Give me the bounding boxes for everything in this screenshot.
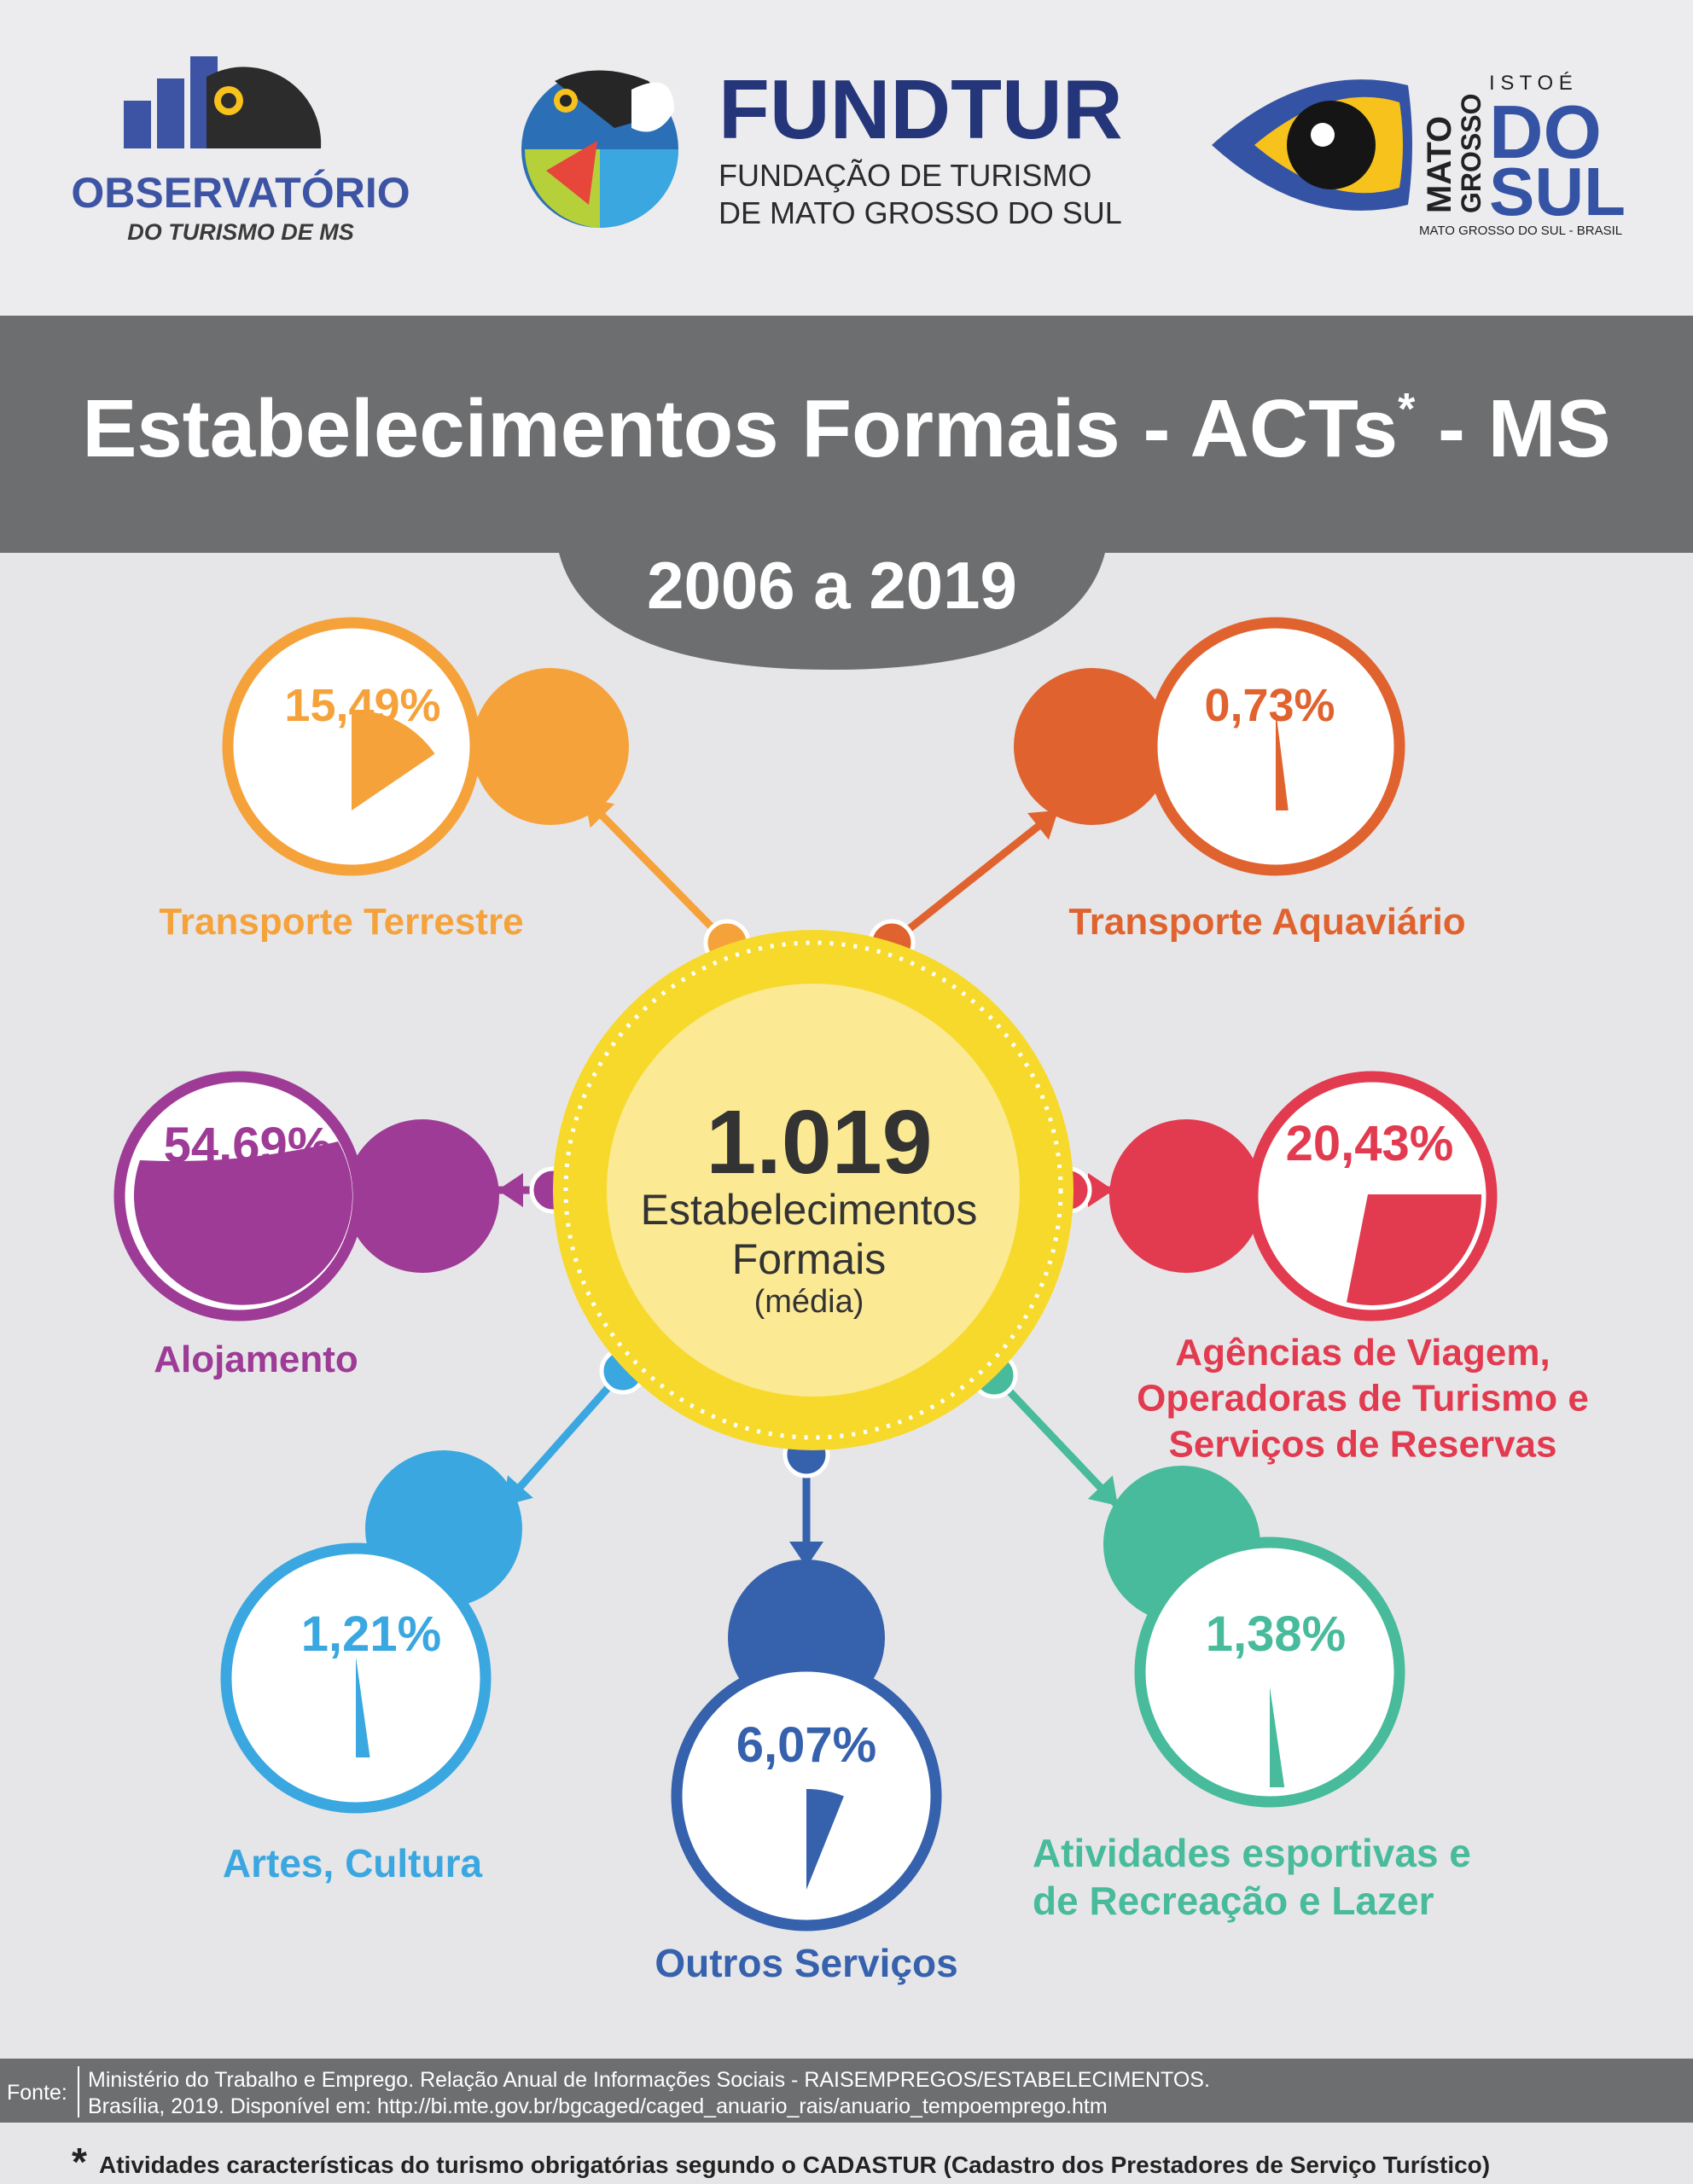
node-transporte_terrestre [159, 623, 629, 943]
observatorio-subtitle: DO TURISMO DE MS [127, 219, 354, 245]
center-value: 1.019 [706, 1092, 933, 1193]
note-text: Atividades características do turismo obrigatórias segundo o CADASTUR (Cadastro dos Prestadores de Serviço Turístico) [99, 2152, 1491, 2178]
brand-big2: SUL [1489, 154, 1626, 229]
node-atividades [1033, 1466, 1471, 1923]
observatorio-title: OBSERVATÓRIO [71, 169, 410, 217]
fonte-line-2: Brasília, 2019. Disponível em: http://bi.mte.gov.br/bgcaged/caged_anuario_rais/anuario_tempoemprego.htm [88, 2094, 1108, 2118]
value-label-artes: 1,21% [300, 1606, 442, 1662]
node-artes [223, 1450, 522, 1885]
node-agencias [1109, 1077, 1589, 1465]
value-label-agencias: 20,43% [1285, 1116, 1454, 1171]
arrow-alojamento [497, 1173, 523, 1207]
category-label-agencias: Serviços de Reservas [1168, 1423, 1557, 1466]
page-title-asterisk: * [1398, 385, 1416, 434]
category-label-transporte_aquaviario: Transporte Aquaviário [1068, 901, 1466, 943]
category-label-atividades: Atividades esportivas e [1033, 1831, 1471, 1875]
eye-pupil [1287, 101, 1376, 189]
category-label-atividades: de Recreação e Lazer [1033, 1879, 1434, 1924]
fonte-label: Fonte: [7, 2081, 67, 2105]
fundtur-name: FUNDTUR [719, 62, 1123, 156]
category-label-alojamento: Alojamento [154, 1339, 358, 1380]
connector-transporte_terrestre [585, 798, 727, 943]
brand-bottom: MATO GROSSO DO SUL - BRASIL [1419, 224, 1623, 238]
category-label-agencias: Operadoras de Turismo e [1137, 1377, 1589, 1420]
fonte-line-1: Ministério do Trabalho e Emprego. Relação Anual de Informações Sociais - RAISEMPREGOS/ESTABELECIMENTOS. [88, 2068, 1210, 2092]
note-asterisk: * [72, 2140, 87, 2184]
fundtur-line1: FUNDAÇÃO DE TURISMO [719, 158, 1092, 193]
category-label-transporte_terrestre: Transporte Terrestre [159, 901, 524, 943]
page-title [82, 383, 1610, 474]
brand-top: I S T O É [1489, 72, 1573, 95]
eye-highlight [1311, 123, 1335, 147]
value-fill-agencias [1347, 1194, 1481, 1305]
fundtur-line2: DE MATO GROSSO DO SUL [719, 195, 1122, 230]
brand-vertical1: MATO [1421, 115, 1458, 213]
page-title-main: Estabelecimentos Formais - ACTs [82, 383, 1399, 474]
brand-vertical2: GROSSO [1456, 93, 1486, 213]
value-label-transporte_terrestre: 15,49% [284, 680, 441, 731]
fundtur-logo [521, 62, 1123, 230]
connector-artes [503, 1371, 623, 1506]
node-alojamento [119, 1077, 499, 1380]
node-transporte_aquaviario [1014, 623, 1466, 943]
connector-atividades [994, 1375, 1118, 1506]
category-label-agencias: Agências de Viagem, [1175, 1332, 1550, 1374]
category-label-artes: Artes, Cultura [222, 1841, 483, 1885]
logo-eye-pupil [221, 93, 236, 108]
icon-bg-transporte_terrestre [472, 668, 629, 825]
value-label-outros: 6,07% [736, 1717, 877, 1773]
center-label-1: Estabelecimentos [640, 1186, 978, 1234]
logo-bar-2 [157, 78, 184, 148]
center-hub [553, 930, 1073, 1450]
page-title-suffix: - MS [1415, 383, 1611, 474]
logo-bar-1 [124, 101, 151, 148]
brand-big1: DO [1489, 90, 1602, 174]
toucan-pupil [560, 95, 572, 107]
icon-bg-agencias [1109, 1119, 1263, 1273]
period-label: 2006 a 2019 [647, 548, 1017, 623]
center-label-2: Formais [731, 1235, 887, 1283]
category-label-outros: Outros Serviços [655, 1941, 958, 1985]
connector-transporte_aquaviario [892, 810, 1058, 943]
value-label-transporte_aquaviario: 0,73% [1204, 680, 1335, 731]
node-outros [655, 1560, 957, 1985]
value-label-alojamento: 54,69% [163, 1118, 332, 1173]
icon-bg-alojamento [346, 1119, 499, 1273]
value-label-atividades: 1,38% [1205, 1606, 1347, 1662]
center-label-3: (média) [753, 1284, 864, 1320]
